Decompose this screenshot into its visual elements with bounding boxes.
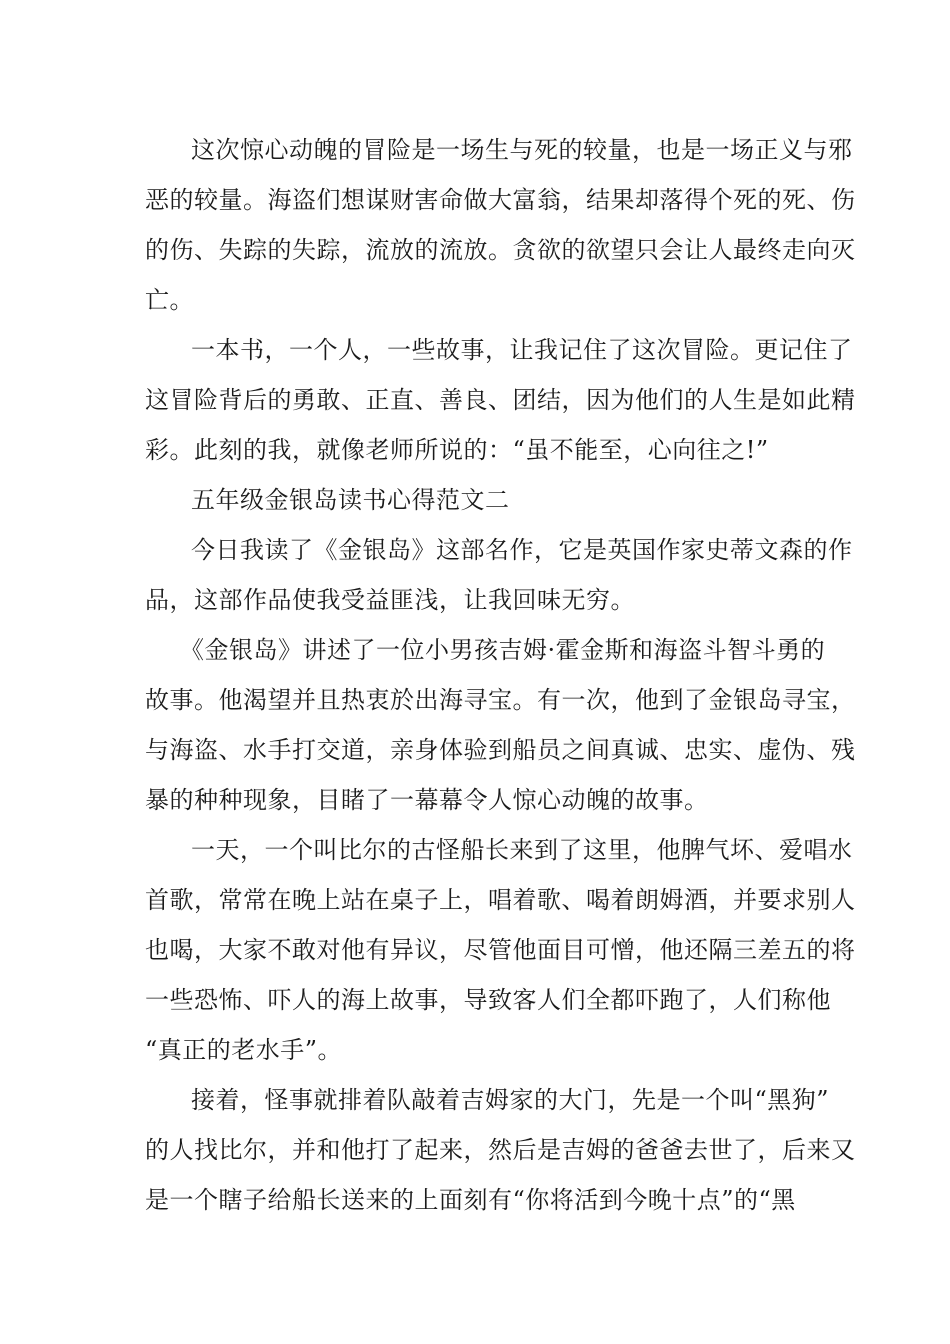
text-line: 暴的种种现象，目睹了一幕幕令人惊心动魄的故事。 <box>145 786 709 814</box>
text-line: 彩。此刻的我，就像老师所说的：“虽不能至，心向往之!” <box>145 436 769 464</box>
text-line: 一天，一个叫比尔的古怪船长来到了这里，他脾气坏、爱唱水 <box>191 836 853 864</box>
section-heading: 五年级金银岛读书心得范文二 <box>191 486 510 514</box>
text-line: 是一个瞎子给船长送来的上面刻有“你将活到今晚十点”的“黑 <box>145 1186 796 1214</box>
text-line: 与海盗、水手打交道，亲身体验到船员之间真诚、忠实、虚伪、残 <box>145 736 856 764</box>
text-line: 亡。 <box>145 286 194 314</box>
text-line: 也喝，大家不敢对他有异议，尽管他面目可憎，他还隔三差五的将 <box>145 936 856 964</box>
text-line: 接着，怪事就排着队敲着吉姆家的大门，先是一个叫“黑狗” <box>191 1086 830 1114</box>
text-line: 的伤、失踪的失踪，流放的流放。贪欲的欲望只会让人最终走向灭 <box>145 236 856 264</box>
text-line: 这次惊心动魄的冒险是一场生与死的较量，也是一场正义与邪 <box>191 136 853 164</box>
text-line: 的人找比尔，并和他打了起来，然后是吉姆的爸爸去世了，后来又 <box>145 1136 856 1164</box>
text-line: 《金银岛》讲述了一位小男孩吉姆·霍金斯和海盗斗智斗勇的 <box>180 636 826 664</box>
text-line: 一些恐怖、吓人的海上故事，导致客人们全都吓跑了，人们称他 <box>145 986 831 1014</box>
text-line: 一本书，一个人，一些故事，让我记住了这次冒险。更记住了 <box>191 336 853 364</box>
text-line: 今日我读了《金银岛》这部名作，它是英国作家史蒂文森的作 <box>191 536 853 564</box>
text-line: 首歌，常常在晚上站在桌子上，唱着歌、喝着朗姆酒，并要求别人 <box>145 886 856 914</box>
text-line: 这冒险背后的勇敢、正直、善良、团结，因为他们的人生是如此精 <box>145 386 856 414</box>
text-line: “真正的老水手”。 <box>145 1036 343 1064</box>
text-line: 故事。他渴望并且热衷於出海寻宝。有一次，他到了金银岛寻宝， <box>145 686 856 714</box>
text-line: 恶的较量。海盗们想谋财害命做大富翁，结果却落得个死的死、伤 <box>145 186 856 214</box>
text-line: 品，这部作品使我受益匪浅，让我回味无穷。 <box>145 586 635 614</box>
